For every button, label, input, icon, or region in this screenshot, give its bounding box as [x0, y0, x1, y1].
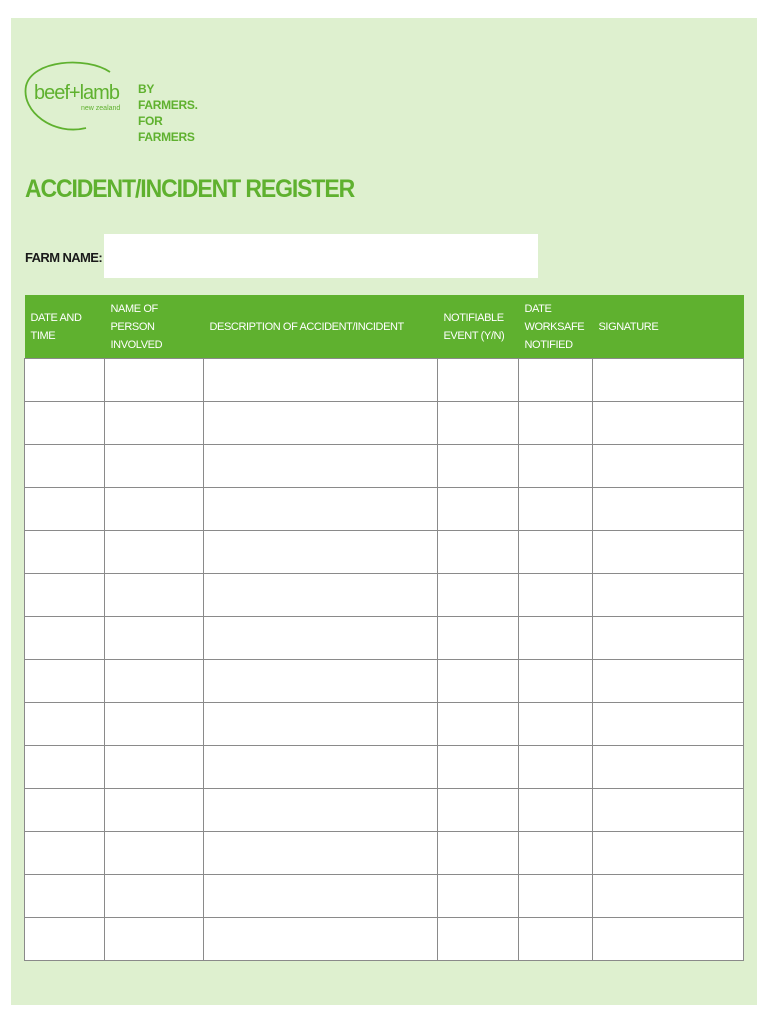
beef-lamb-logo [24, 56, 204, 144]
table-row [25, 574, 744, 617]
table-row [25, 703, 744, 746]
description-header [204, 295, 438, 359]
table-cell[interactable] [105, 445, 204, 488]
table-row [25, 445, 744, 488]
table-cell[interactable] [593, 488, 744, 531]
table-row [25, 832, 744, 875]
table-cell[interactable] [438, 574, 519, 617]
table-row [25, 617, 744, 660]
table-cell[interactable] [25, 660, 105, 703]
table-cell[interactable] [204, 488, 438, 531]
person-involved-header [105, 295, 204, 359]
table-cell[interactable] [105, 832, 204, 875]
table-cell[interactable] [204, 402, 438, 445]
column-header-line: EVENT (Y/N) [443, 329, 505, 342]
table-cell[interactable] [593, 531, 744, 574]
table-body [25, 359, 744, 961]
logo-subtext: new zealand [81, 105, 121, 112]
table-cell[interactable] [204, 617, 438, 660]
tagline-line-2: FOR FARMERS [138, 114, 195, 144]
table-cell[interactable] [438, 918, 519, 961]
table-row [25, 359, 744, 402]
column-header-line: DATE AND TIME [30, 311, 82, 342]
table-cell[interactable] [105, 617, 204, 660]
table-cell[interactable] [438, 488, 519, 531]
table-cell[interactable] [519, 402, 593, 445]
table-cell[interactable] [593, 445, 744, 488]
table-cell[interactable] [105, 875, 204, 918]
form-sheet [11, 18, 757, 1005]
column-header-line: SIGNATURE [598, 320, 659, 333]
table-cell[interactable] [593, 789, 744, 832]
table-cell[interactable] [105, 574, 204, 617]
table-cell[interactable] [25, 875, 105, 918]
table-cell[interactable] [438, 703, 519, 746]
table-cell[interactable] [519, 789, 593, 832]
table-cell[interactable] [438, 832, 519, 875]
table-cell[interactable] [519, 746, 593, 789]
table-cell[interactable] [105, 531, 204, 574]
table-cell[interactable] [593, 402, 744, 445]
table-cell[interactable] [105, 746, 204, 789]
table-cell[interactable] [105, 359, 204, 402]
farm-name-label: FARM NAME: [25, 250, 103, 265]
table-cell[interactable] [519, 574, 593, 617]
table-cell[interactable] [204, 746, 438, 789]
table-cell[interactable] [519, 617, 593, 660]
table-cell[interactable] [593, 703, 744, 746]
table-cell[interactable] [204, 832, 438, 875]
page-title: ACCIDENT/INCIDENT REGISTER [25, 175, 355, 203]
table-cell[interactable] [25, 359, 105, 402]
table-row [25, 660, 744, 703]
table-cell[interactable] [204, 789, 438, 832]
notifiable-event-header [438, 295, 519, 359]
column-header-line: INVOLVED [110, 338, 163, 351]
table-cell[interactable] [438, 746, 519, 789]
table-row [25, 488, 744, 531]
table-cell[interactable] [105, 703, 204, 746]
column-header-line: NAME OF PERSON [110, 302, 158, 333]
table-cell[interactable] [204, 359, 438, 402]
table-cell[interactable] [438, 660, 519, 703]
table-row [25, 918, 744, 961]
logo-wordmark: beef+lamb [34, 82, 119, 104]
table-cell[interactable] [593, 918, 744, 961]
table-cell[interactable] [204, 918, 438, 961]
table-cell[interactable] [25, 918, 105, 961]
table-cell[interactable] [593, 574, 744, 617]
date-time-header [25, 295, 105, 359]
tagline-line-1: BY FARMERS. [138, 82, 198, 112]
table-cell[interactable] [25, 402, 105, 445]
table-cell[interactable] [105, 402, 204, 445]
table-cell[interactable] [25, 574, 105, 617]
table-cell[interactable] [204, 875, 438, 918]
table-cell[interactable] [25, 703, 105, 746]
table-cell[interactable] [519, 445, 593, 488]
table-cell[interactable] [438, 875, 519, 918]
table-cell[interactable] [593, 832, 744, 875]
table-cell[interactable] [519, 660, 593, 703]
table-cell[interactable] [519, 359, 593, 402]
column-header-line: NOTIFIED [524, 338, 573, 351]
table-cell[interactable] [593, 875, 744, 918]
table-cell[interactable] [593, 617, 744, 660]
table-cell[interactable] [105, 918, 204, 961]
table-cell[interactable] [519, 832, 593, 875]
column-header-line: DATE [524, 302, 552, 315]
table-cell[interactable] [438, 617, 519, 660]
brand-tagline [138, 81, 204, 145]
table-row [25, 875, 744, 918]
column-header-line: DESCRIPTION OF ACCIDENT/INCIDENT [209, 320, 404, 333]
table-row [25, 531, 744, 574]
table-cell[interactable] [105, 789, 204, 832]
column-header-line: NOTIFIABLE [443, 311, 504, 324]
table-cell[interactable] [25, 617, 105, 660]
table-cell[interactable] [438, 445, 519, 488]
table-header-row [25, 295, 744, 359]
column-header-line: WORKSAFE [524, 320, 585, 333]
table-cell[interactable] [438, 789, 519, 832]
table-cell[interactable] [25, 832, 105, 875]
worksafe-notified-header [519, 295, 593, 359]
table-cell[interactable] [105, 488, 204, 531]
table-cell[interactable] [25, 488, 105, 531]
table-cell[interactable] [519, 531, 593, 574]
table-row [25, 402, 744, 445]
table-cell[interactable] [25, 746, 105, 789]
table-cell[interactable] [204, 445, 438, 488]
table-cell[interactable] [204, 574, 438, 617]
table-cell[interactable] [25, 531, 105, 574]
table-cell[interactable] [519, 488, 593, 531]
table-cell[interactable] [593, 359, 744, 402]
farm-name-field[interactable] [104, 234, 538, 278]
table-cell[interactable] [25, 789, 105, 832]
table-cell[interactable] [438, 359, 519, 402]
register-table [24, 295, 744, 961]
table-row [25, 789, 744, 832]
table-cell[interactable] [204, 531, 438, 574]
table-cell[interactable] [593, 746, 744, 789]
table-cell[interactable] [438, 531, 519, 574]
table-cell[interactable] [105, 660, 204, 703]
table-cell[interactable] [519, 703, 593, 746]
table-cell[interactable] [204, 660, 438, 703]
table-cell[interactable] [519, 918, 593, 961]
table-row [25, 746, 744, 789]
table-cell[interactable] [204, 703, 438, 746]
table-cell[interactable] [438, 402, 519, 445]
table-cell[interactable] [25, 445, 105, 488]
table-cell[interactable] [593, 660, 744, 703]
signature-header [593, 295, 744, 359]
table-cell[interactable] [519, 875, 593, 918]
